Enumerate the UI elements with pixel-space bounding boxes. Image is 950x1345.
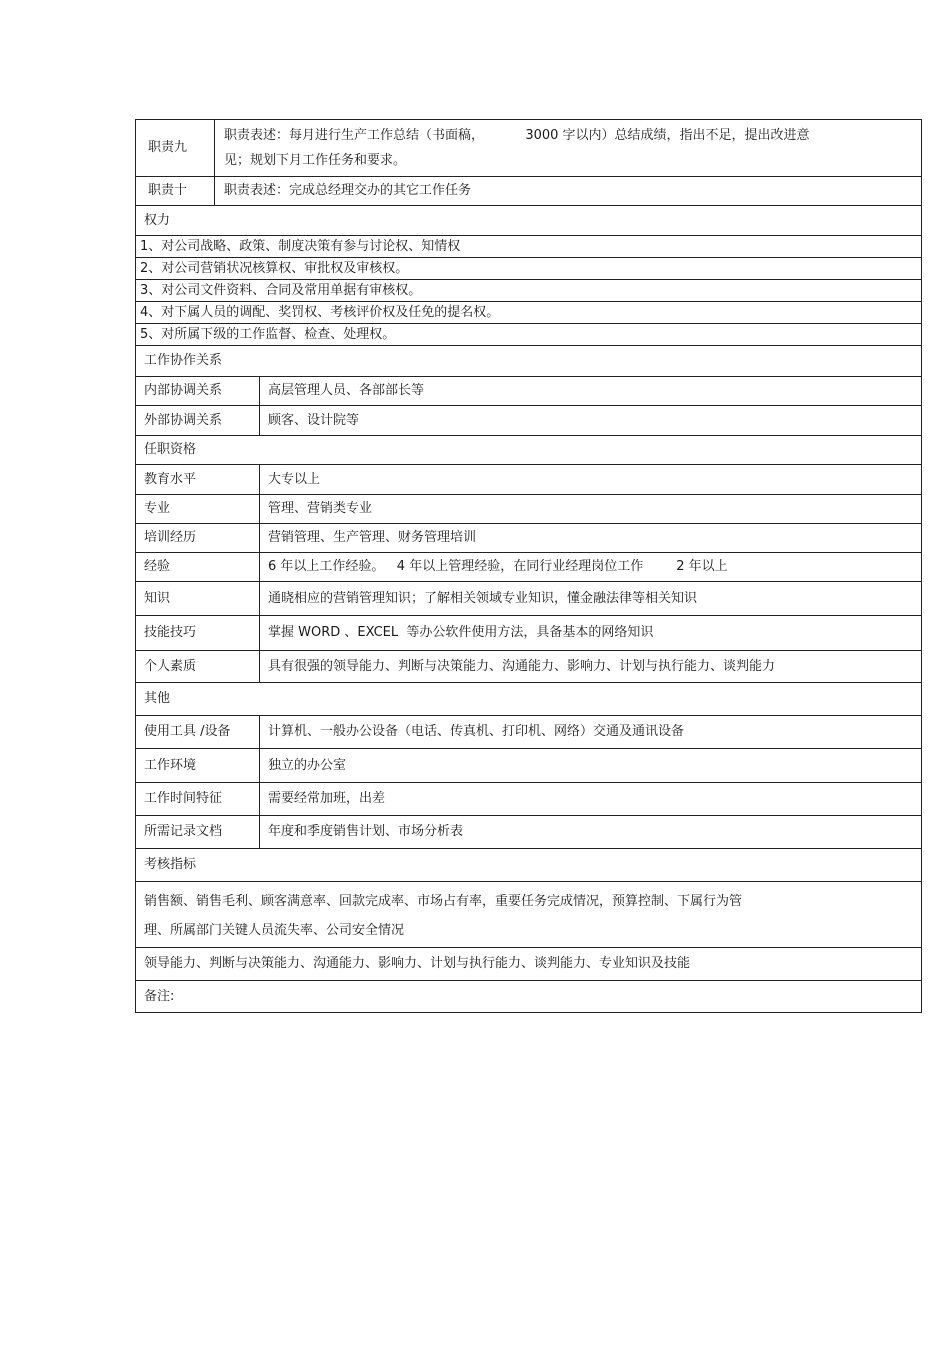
authority-item-row xyxy=(136,324,922,346)
relations-heading-row xyxy=(136,346,922,377)
other-row xyxy=(136,749,922,783)
other-row xyxy=(136,716,922,749)
duty-row-9 xyxy=(136,120,922,177)
authority-item-4: 4、对下属人员的调配、奖罚权、考核评价权及任免的提名权。 xyxy=(136,302,922,324)
assessment-heading: 考核指标 xyxy=(136,849,922,882)
tools-label: 使用工具 /设备 xyxy=(136,716,260,749)
education-label: 教育水平 xyxy=(136,465,260,495)
records-label: 所需记录文档 xyxy=(136,816,260,849)
remarks-label: 备注: xyxy=(136,981,922,1013)
qualification-row xyxy=(136,465,922,495)
major-value: 管理、营销类专业 xyxy=(260,495,922,524)
authority-heading-row xyxy=(136,206,922,236)
other-row xyxy=(136,816,922,849)
qualification-row xyxy=(136,495,922,524)
assessment-block-row xyxy=(136,948,922,981)
duty-10-label: 职责十 xyxy=(136,177,215,206)
relations-internal-label: 内部协调关系 xyxy=(136,377,260,406)
environment-value: 独立的办公室 xyxy=(260,749,922,783)
remarks-row xyxy=(136,981,922,1013)
qualification-row xyxy=(136,616,922,651)
other-heading: 其他 xyxy=(136,683,922,716)
duties-table xyxy=(135,119,922,206)
personal-quality-value: 具有很强的领导能力、判断与决策能力、沟通能力、影响力、计划与执行能力、谈判能力 xyxy=(260,651,922,683)
qualification-row xyxy=(136,524,922,553)
authority-item-3: 3、对公司文件资料、合同及常用单据有审核权。 xyxy=(136,280,922,302)
authority-item-row xyxy=(136,258,922,280)
relations-heading: 工作协作关系 xyxy=(136,346,922,377)
duty-9-line-2: 见；规划下月工作任务和要求。 xyxy=(224,153,407,168)
knowledge-label: 知识 xyxy=(136,582,260,616)
authority-item-row xyxy=(136,280,922,302)
training-value: 营销管理、生产管理、财务管理培训 xyxy=(260,524,922,553)
education-value: 大专以上 xyxy=(260,465,922,495)
qualification-row xyxy=(136,582,922,616)
relations-row xyxy=(136,406,922,436)
records-value: 年度和季度销售计划、市场分析表 xyxy=(260,816,922,849)
qualifications-heading-row xyxy=(136,436,922,465)
work-time-value: 需要经常加班，出差 xyxy=(260,783,922,816)
other-row xyxy=(136,783,922,816)
experience-label: 经验 xyxy=(136,553,260,582)
skills-value: 掌握 WORD 、EXCEL 等办公软件使用方法，具备基本的网络知识 xyxy=(260,616,922,651)
skills-label: 技能技巧 xyxy=(136,616,260,651)
duty-9-description xyxy=(215,120,922,177)
authority-heading: 权力 xyxy=(136,206,922,236)
personal-quality-label: 个人素质 xyxy=(136,651,260,683)
relations-row xyxy=(136,377,922,406)
knowledge-value: 通晓相应的营销管理知识；了解相关领域专业知识，懂金融法律等相关知识 xyxy=(260,582,922,616)
authority-item-1: 1、对公司战略、政策、制度决策有参与讨论权、知情权 xyxy=(136,236,922,258)
qualification-row xyxy=(136,553,922,582)
job-description-document xyxy=(135,119,921,1013)
work-time-label: 工作时间特征 xyxy=(136,783,260,816)
authority-item-row xyxy=(136,302,922,324)
duty-10-line-1: 职责表述：完成总经理交办的其它工作任务 xyxy=(224,183,472,198)
authority-item-2: 2、对公司营销状况核算权、审批权及审核权。 xyxy=(136,258,922,280)
tools-value: 计算机、一般办公设备（电话、传真机、打印机、网络）交通及通讯设备 xyxy=(260,716,922,749)
duty-10-description xyxy=(215,177,922,206)
qualifications-heading: 任职资格 xyxy=(136,436,922,465)
experience-value: 6 年以上工作经验。 4 年以上管理经验，在同行业经理岗位工作 2 年以上 xyxy=(260,553,922,582)
relations-external-value: 顾客、设计院等 xyxy=(260,406,922,436)
duty-9-line-1: 职责表述：每月进行生产工作总结（书面稿， 3000 字以内）总结成绩，指出不足，提出改进意 xyxy=(224,128,810,143)
assessment-indicators-1 xyxy=(136,882,922,948)
details-table xyxy=(135,205,922,1013)
relations-external-label: 外部协调关系 xyxy=(136,406,260,436)
duty-row-10 xyxy=(136,177,922,206)
authority-item-5: 5、对所属下级的工作监督、检查、处理权。 xyxy=(136,324,922,346)
assessment-block-row xyxy=(136,882,922,948)
environment-label: 工作环境 xyxy=(136,749,260,783)
training-label: 培训经历 xyxy=(136,524,260,553)
assessment-heading-row xyxy=(136,849,922,882)
qualification-row xyxy=(136,651,922,683)
major-label: 专业 xyxy=(136,495,260,524)
assessment-line-2: 理、所属部门关键人员流失率、公司安全情况 xyxy=(144,922,405,938)
assessment-line-1: 销售额、销售毛利、顾客满意率、回款完成率、市场占有率，重要任务完成情况，预算控制、下属行为管 xyxy=(144,893,743,909)
relations-internal-value: 高层管理人员、各部部长等 xyxy=(260,377,922,406)
assessment-indicators-2: 领导能力、判断与决策能力、沟通能力、影响力、计划与执行能力、谈判能力、专业知识及技能 xyxy=(136,948,922,981)
other-heading-row xyxy=(136,683,922,716)
authority-item-row xyxy=(136,236,922,258)
duty-9-label: 职责九 xyxy=(136,120,215,177)
